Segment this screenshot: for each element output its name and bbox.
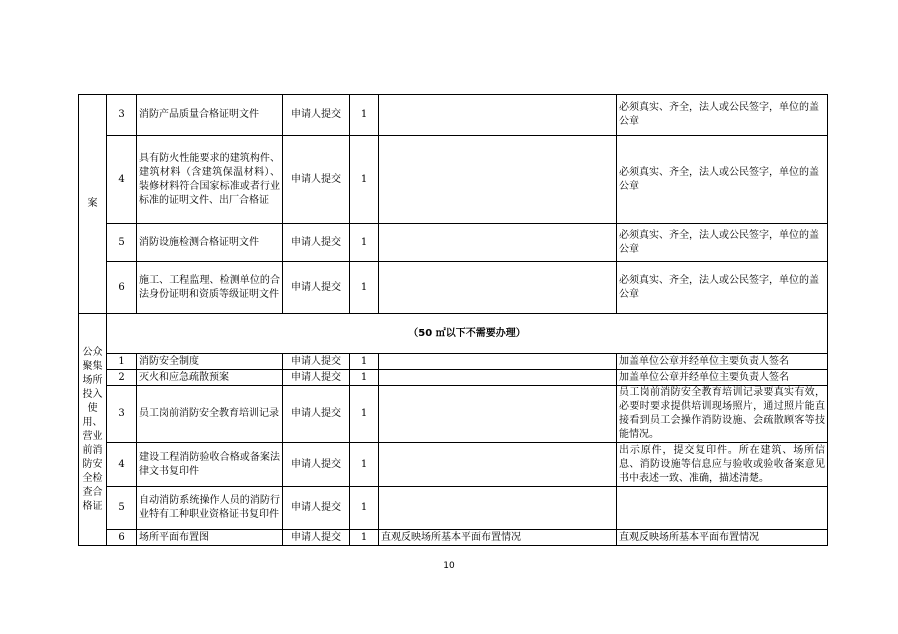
table-row (79, 370, 828, 386)
material-notes: 直观反映场所基本平面布置情况 (617, 530, 828, 546)
material-notes: 必须真实、齐全，法人或公民签字，单位的盖公章 (617, 95, 828, 136)
material-notes: 必须真实、齐全，法人或公民签字，单位的盖公章 (617, 224, 828, 262)
material-name: 消防设施检测合格证明文件 (137, 224, 283, 262)
item-number: 4 (107, 443, 137, 487)
material-notes: 加盖单位公章并经单位主要负责人签名 (617, 354, 828, 370)
item-number: 4 (107, 136, 137, 224)
item-number: 6 (107, 262, 137, 314)
copy-count: 1 (350, 136, 379, 224)
material-name: 场所平面布置图 (137, 530, 283, 546)
table-row (79, 386, 828, 443)
material-source: 申请人提交 (283, 487, 350, 530)
material-spec (379, 386, 617, 443)
item-number: 3 (107, 95, 137, 136)
material-spec (379, 136, 617, 224)
material-source: 申请人提交 (283, 262, 350, 314)
material-notes: 必须真实、齐全，法人或公民签字，单位的盖公章 (617, 136, 828, 224)
material-spec: 直观反映场所基本平面布置情况 (379, 530, 617, 546)
copy-count: 1 (350, 262, 379, 314)
material-source: 申请人提交 (283, 224, 350, 262)
material-name: 建设工程消防验收合格或备案法律文书复印件 (137, 443, 283, 487)
material-notes (617, 487, 828, 530)
table-row (79, 224, 828, 262)
item-number: 5 (107, 487, 137, 530)
item-number: 3 (107, 386, 137, 443)
category-cell: 公众聚集场所投入使用、营业前消防安全检查合格证 (79, 314, 107, 546)
copy-count: 1 (350, 95, 379, 136)
table-row (79, 487, 828, 530)
material-notes: 出示原件，提交复印件。所在建筑、场所信息、消防设施等信息应与验收或验收备案意见书中表述一致、准确，描述清楚。 (617, 443, 828, 487)
table-row (79, 443, 828, 487)
copy-count: 1 (350, 443, 379, 487)
material-source: 申请人提交 (283, 95, 350, 136)
material-source: 申请人提交 (283, 530, 350, 546)
material-spec (379, 262, 617, 314)
material-spec (379, 443, 617, 487)
copy-count: 1 (350, 386, 379, 443)
copy-count: 1 (350, 370, 379, 386)
material-name: 具有防火性能要求的建筑构件、建筑材料（含建筑保温材料）、装修材料符合国家标准或者行业标准的证明文件、出厂合格证 (137, 136, 283, 224)
material-name: 消防安全制度 (137, 354, 283, 370)
requirements-table (78, 94, 828, 546)
table-row (79, 262, 828, 314)
material-name: 灭火和应急疏散预案 (137, 370, 283, 386)
item-number: 1 (107, 354, 137, 370)
material-name: 员工岗前消防安全教育培训记录 (137, 386, 283, 443)
item-number: 6 (107, 530, 137, 546)
copy-count: 1 (350, 224, 379, 262)
material-spec (379, 370, 617, 386)
material-source: 申请人提交 (283, 136, 350, 224)
table-row (79, 314, 828, 354)
material-source: 申请人提交 (283, 354, 350, 370)
size-exemption-notice: （50 ㎡以下不需要办理） (107, 314, 828, 354)
material-spec (379, 224, 617, 262)
copy-count: 1 (350, 487, 379, 530)
table-row (79, 530, 828, 546)
material-notes: 员工岗前消防安全教育培训记录要真实有效，必要时要求提供培训现场照片，通过照片能直接看到员工会操作消防设施、会疏散顾客等技能情况。 (617, 386, 828, 443)
table-row (79, 354, 828, 370)
copy-count: 1 (350, 530, 379, 546)
material-source: 申请人提交 (283, 370, 350, 386)
table-row (79, 95, 828, 136)
material-name: 消防产品质量合格证明文件 (137, 95, 283, 136)
material-source: 申请人提交 (283, 443, 350, 487)
material-notes: 加盖单位公章并经单位主要负责人签名 (617, 370, 828, 386)
material-name: 自动消防系统操作人员的消防行业特有工种职业资格证书复印件 (137, 487, 283, 530)
material-spec (379, 487, 617, 530)
material-notes: 必须真实、齐全，法人或公民签字，单位的盖公章 (617, 262, 828, 314)
page-number: 10 (443, 561, 455, 571)
material-spec (379, 95, 617, 136)
material-name: 施工、工程监理、检测单位的合法身份证明和资质等级证明文件 (137, 262, 283, 314)
table-row (79, 136, 828, 224)
copy-count: 1 (350, 354, 379, 370)
item-number: 5 (107, 224, 137, 262)
category-cell: 案 (79, 95, 107, 314)
material-spec (379, 354, 617, 370)
material-source: 申请人提交 (283, 386, 350, 443)
item-number: 2 (107, 370, 137, 386)
